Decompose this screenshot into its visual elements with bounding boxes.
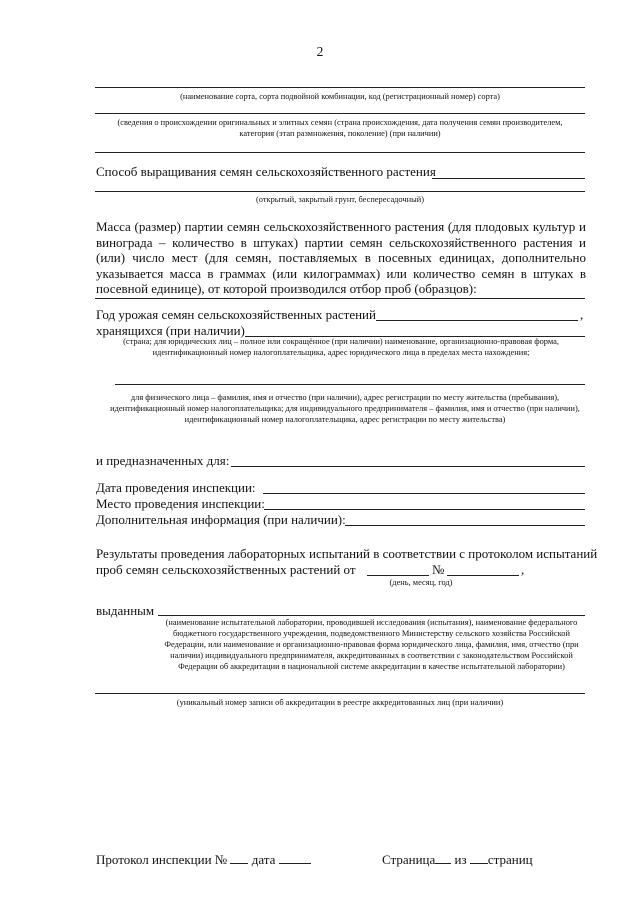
variety-line[interactable] <box>95 87 585 88</box>
issued-label: выданным <box>96 603 155 618</box>
footer-pages <box>382 852 533 867</box>
intended-label: и предназначенных для: <box>96 453 230 468</box>
inspection-place-field[interactable] <box>264 509 585 510</box>
issued-field[interactable] <box>158 615 585 616</box>
footer-date-field[interactable] <box>279 852 311 864</box>
individual-caption: для физического лица – фамилия, имя и отчество (при наличии), адрес регистрации по месту жительства (пребывания), идентификационный номер налогоплательщика; для индивидуального предпринимателя – фамилия, имя и отчество (при наличии), идентификационный номер налогоплательщика, адрес регистрации по месту жительства) <box>110 393 580 424</box>
growing-method-field[interactable] <box>432 178 585 179</box>
origin-line-2[interactable] <box>95 152 585 153</box>
origin-line[interactable] <box>95 113 585 114</box>
intended-field[interactable] <box>231 466 585 467</box>
mass-field[interactable] <box>95 298 585 299</box>
results-comma: , <box>521 562 525 577</box>
individual-line[interactable] <box>115 384 585 385</box>
legal-entity-caption: (страна; для юридических лиц – полное или сокращённое (при наличии) наименование, организационно-правовая форма, идентификационный номер налогоплательщика, адрес юридического лица в пределах места нахождения; <box>123 337 559 357</box>
footer-date-label: дата <box>251 852 276 867</box>
footer-of-label: из <box>454 852 467 867</box>
page-number: 2 <box>316 44 324 59</box>
results-date-field[interactable] <box>367 575 429 576</box>
footer-protocol <box>96 852 311 867</box>
ground-caption: (открытый, закрытый грунт, беспересадочный) <box>255 195 424 204</box>
footer-protocol-label: Протокол инспекции № <box>96 852 228 867</box>
number-sign: № <box>432 562 445 577</box>
footer-total-field[interactable] <box>470 852 488 864</box>
growing-method-line-2[interactable] <box>95 191 585 192</box>
results-line-1: Результаты проведения лабораторных испытаний в соответствии с протоколом испытаний <box>96 546 598 561</box>
harvest-year-label: Год урожая семян сельскохозяйственных растений <box>96 307 376 322</box>
date-caption: (день, месяц, год) <box>389 578 453 587</box>
accreditation-line[interactable] <box>95 693 585 694</box>
harvest-year-field[interactable] <box>376 320 578 321</box>
footer-page-field[interactable] <box>435 852 451 864</box>
footer-page-label: Страница <box>382 852 436 867</box>
origin-caption: (сведения о происхождении оригинальных и элитных семян (страна происхождения, дата получения семян производителем, категория (этап размножения, поколение) (при наличии) <box>117 118 563 138</box>
inspection-place-label: Место проведения инспекции: <box>96 496 265 511</box>
results-line-2: проб семян сельскохозяйственных растений от <box>96 562 356 577</box>
footer-pages-label: страниц <box>487 852 533 867</box>
results-number-field[interactable] <box>447 575 519 576</box>
harvest-comma: , <box>580 307 584 322</box>
inspection-date-label: Дата проведения инспекции: <box>96 480 256 495</box>
variety-caption: (наименование сорта, сорта подвойной комбинации, код (регистрационный номер) сорта) <box>180 92 500 101</box>
stored-label: хранящихся (при наличии) <box>96 323 245 338</box>
laboratory-caption: (наименование испытательной лаборатории, проводившей исследования (испытания), наименование федерального бюджетного государственного учреждения, подведомственного Министерству сельского хозяйства Российской Федерации, или наименование и организационно-правовая форма юридического лица, фамилия, имя, отчество (при наличии) индивидуального предпринимателя, аккредитованных в соответствии с законодательством Российской Федерации об аккредитации в национальной системе аккредитации в качестве испытательной лаборатории) <box>164 618 579 671</box>
mass-paragraph: Масса (размер) партии семян сельскохозяйственного растения (для плодовых культур и винограда – количество в штуках) партии семян сельскохозяйственного растения и (или) число мест (для семян, поставляемых в посевных единицах, дополнительно указывается масса в граммах (или килограммах) или количество семян в штуках в посевной единице), от которой производился отбор проб (образцов): <box>96 219 586 297</box>
accreditation-caption: (уникальный номер записи об аккредитации в реестре аккредитованных лиц (при наличии) <box>176 698 504 707</box>
growing-method-label: Способ выращивания семян сельскохозяйственного растения <box>96 164 436 179</box>
inspection-date-field[interactable] <box>263 493 585 494</box>
footer-protocol-number-field[interactable] <box>230 852 248 864</box>
additional-info-field[interactable] <box>345 525 585 526</box>
additional-info-label: Дополнительная информация (при наличии): <box>96 512 346 527</box>
